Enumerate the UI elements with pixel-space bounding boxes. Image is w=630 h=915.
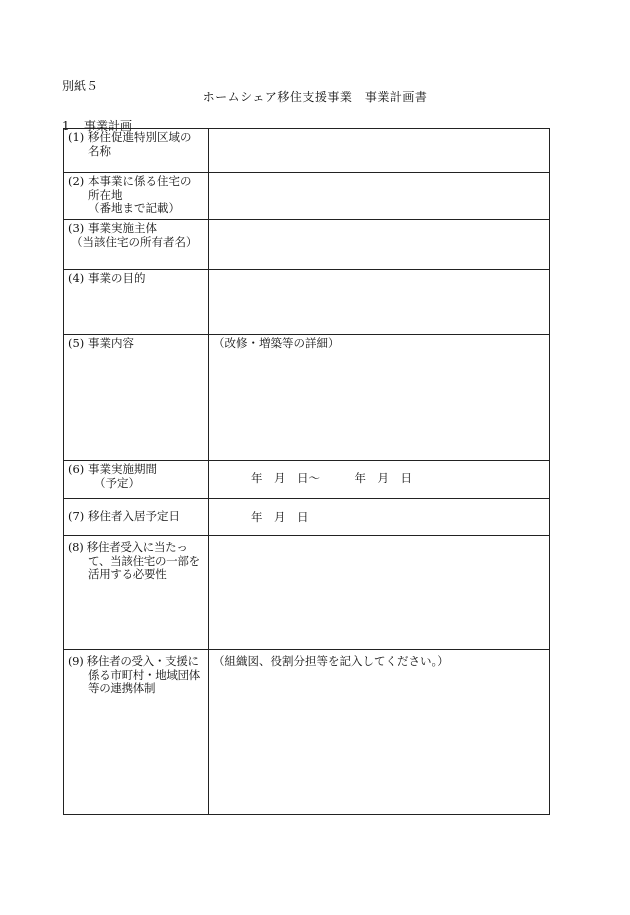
row-value-cell[interactable] — [209, 461, 550, 499]
row-label-line: (5) 事業内容 — [68, 336, 134, 350]
row-label-line: 活用する必要性 — [88, 567, 167, 581]
row-value-cell[interactable] — [209, 270, 550, 335]
row-value: （改修・増築等の詳細） — [213, 336, 340, 350]
row-label — [64, 173, 209, 220]
table-row — [64, 461, 550, 499]
section-number: 1 — [62, 119, 70, 133]
row-value-cell[interactable] — [209, 220, 550, 270]
row-label-line: 等の連携体制 — [88, 681, 156, 695]
row-label — [64, 270, 209, 335]
period-date-range: 年 月 日～ 年 月 日 — [251, 471, 412, 485]
table-row — [64, 129, 550, 173]
row-label-line: (9) 移住者の受入・支援に — [68, 654, 199, 668]
attachment-label: 別紙５ — [62, 79, 99, 93]
document-title: ホームシェア移住支援事業 事業計画書 — [202, 90, 428, 104]
table-row — [64, 220, 550, 270]
move-in-date: 年 月 日 — [251, 510, 309, 524]
row-label — [64, 220, 209, 270]
plan-table — [63, 128, 550, 815]
row-label — [64, 536, 209, 650]
row-value-cell[interactable] — [209, 335, 550, 461]
row-label — [64, 461, 209, 499]
row-label-line: 係る市町村・地域団体 — [88, 667, 200, 682]
row-value-cell[interactable] — [209, 650, 550, 815]
row-label-line: (2) 本事業に係る住宅の — [68, 174, 192, 188]
table-row — [64, 650, 550, 815]
row-label — [64, 650, 209, 815]
row-value-cell[interactable] — [209, 499, 550, 536]
row-label-line: (3) 事業実施主体 — [68, 221, 157, 235]
row-label-line: (1) 移住促進特別区域の — [68, 130, 192, 144]
row-value-cell[interactable] — [209, 129, 550, 173]
row-label — [64, 499, 209, 536]
row-value-cell[interactable] — [209, 536, 550, 650]
row-label-line: て、当該住宅の一部を — [88, 553, 200, 568]
row-label-line: （当該住宅の所有者名） — [71, 234, 198, 249]
table-row — [64, 335, 550, 461]
row-label-line: (4) 事業の目的 — [68, 271, 146, 285]
row-label — [64, 129, 209, 173]
section-title: 事業計画 — [84, 119, 133, 133]
table-row — [64, 173, 550, 220]
table-row — [64, 270, 550, 335]
table-row — [64, 536, 550, 650]
row-label-line: (7) 移住者入居予定日 — [68, 509, 180, 523]
row-label — [64, 335, 209, 461]
row-value: （組織図、役割分担等を記入してください。） — [213, 654, 449, 668]
row-label-line: （予定） — [94, 475, 140, 490]
table-row — [64, 499, 550, 536]
row-label-line: (6) 事業実施期間 — [68, 462, 157, 476]
row-label-line: (8) 移住者受入に当たっ — [68, 540, 188, 554]
row-value-cell[interactable] — [209, 173, 550, 220]
row-label-line: 名称 — [88, 143, 111, 158]
row-label-line: （番地まで記載） — [88, 201, 180, 215]
row-label-line: 所在地 — [88, 187, 123, 202]
